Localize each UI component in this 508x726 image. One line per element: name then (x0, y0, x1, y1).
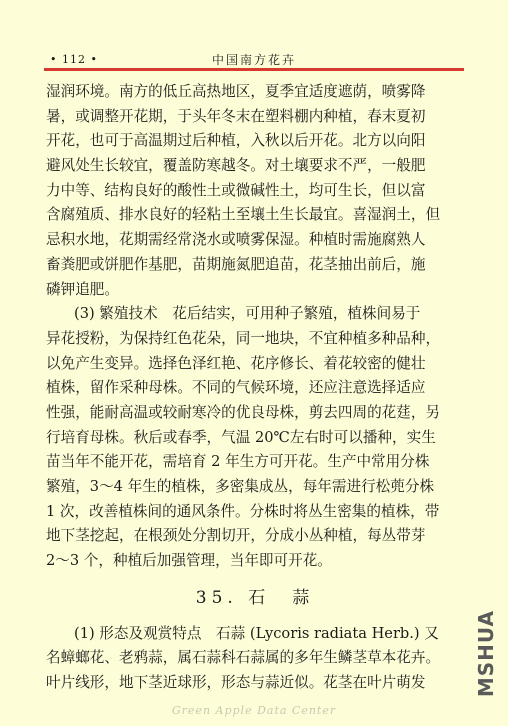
text-line: 2～3 个，种植后加强管理，当年即可开花。 (46, 552, 332, 570)
text-line: 植株，留作采种母株。不同的气候环境，还应注意选择适应 (46, 379, 426, 397)
text-line: 名蟑螂花、老鸦蒜，属石蒜科石蒜属的多年生鳞茎草本花卉。 (46, 649, 441, 667)
page-header (44, 50, 464, 68)
section-title: 35. 石 蒜 (195, 587, 315, 608)
header-rule (44, 68, 464, 71)
running-title: 中国南方花卉 (211, 53, 296, 67)
text-line: 叶片线形，地下茎近球形，形态与蒜近似。花茎在叶片萌发 (46, 674, 426, 692)
text-line: 忌积水地，花期需经常浇水或喷雾保湿。种植时需施腐熟人 (46, 231, 426, 249)
text-line: 湿润环境。南方的低丘高热地区，夏季宜适度遮荫，喷雾降 (46, 83, 426, 100)
page-body (46, 80, 464, 696)
text-line: 繁殖，3～4 年生的植株，多密集成丛，每年需进行松蔸分株 (46, 478, 435, 495)
text-line: (3) 繁殖技术 花后结实，可用种子繁殖，植株间易于 (74, 305, 421, 323)
text-line: 以免产生变异。选择色泽红艳、花序修长、着花较密的健壮 (46, 354, 426, 372)
text-line: 含腐殖质、排水良好的轻粘土至壤土生长最宜。喜湿润土，但 (46, 206, 441, 224)
text-line: 苗当年不能开花，需培育 2 年生方可开花。生产中常用分株 (46, 453, 430, 471)
paragraph-2 (46, 302, 464, 574)
text-line: 暑，或调整开花期，于头年冬末在塑料棚内种植，春末夏初 (46, 107, 426, 125)
text-line: 1 次，改善植株间的通风条件。分株时将丛生密集的植株，带 (46, 502, 440, 520)
text-line: 行培育母株。秋后或春季，气温 20℃左右时可以播种，实生 (46, 428, 436, 446)
text-line: 磷钾追肥。 (46, 280, 119, 298)
text-line: 避风处生长较宜，覆盖防寒越冬。对土壤要求不严，一般肥 (46, 157, 426, 175)
text-line: 性强，能耐高温或较耐寒冷的优良母株，剪去四周的花莛，另 (46, 403, 441, 421)
text-line: 地下茎挖起，在根颈处分割切开，分成小丛种植，每丛带芽 (46, 527, 426, 545)
text-line: 畜粪肥或饼肥作基肥，苗期施氮肥追苗，花茎抽出前后，施 (46, 255, 426, 273)
side-watermark: MSHUA (474, 610, 498, 698)
text-line: 异花授粉，为保持红色花朵，同一地块，不宜种植多种品种， (46, 329, 441, 347)
text-line: (1) 形态及观赏特点 石蒜 (Lycoris radiata Herb.) 又 (74, 624, 439, 642)
text-line: 开花，也可于高温期过后种植，入秋以后开花。北方以向阳 (46, 132, 426, 150)
page-number: • 112 • (50, 53, 98, 66)
text-line: 力中等、结构良好的酸性土或微碱性土，均可生长，但以富 (46, 181, 426, 199)
paragraph-3 (46, 622, 464, 696)
footer-watermark: Green Apple Data Center (171, 704, 337, 717)
paragraph-1 (46, 80, 464, 302)
